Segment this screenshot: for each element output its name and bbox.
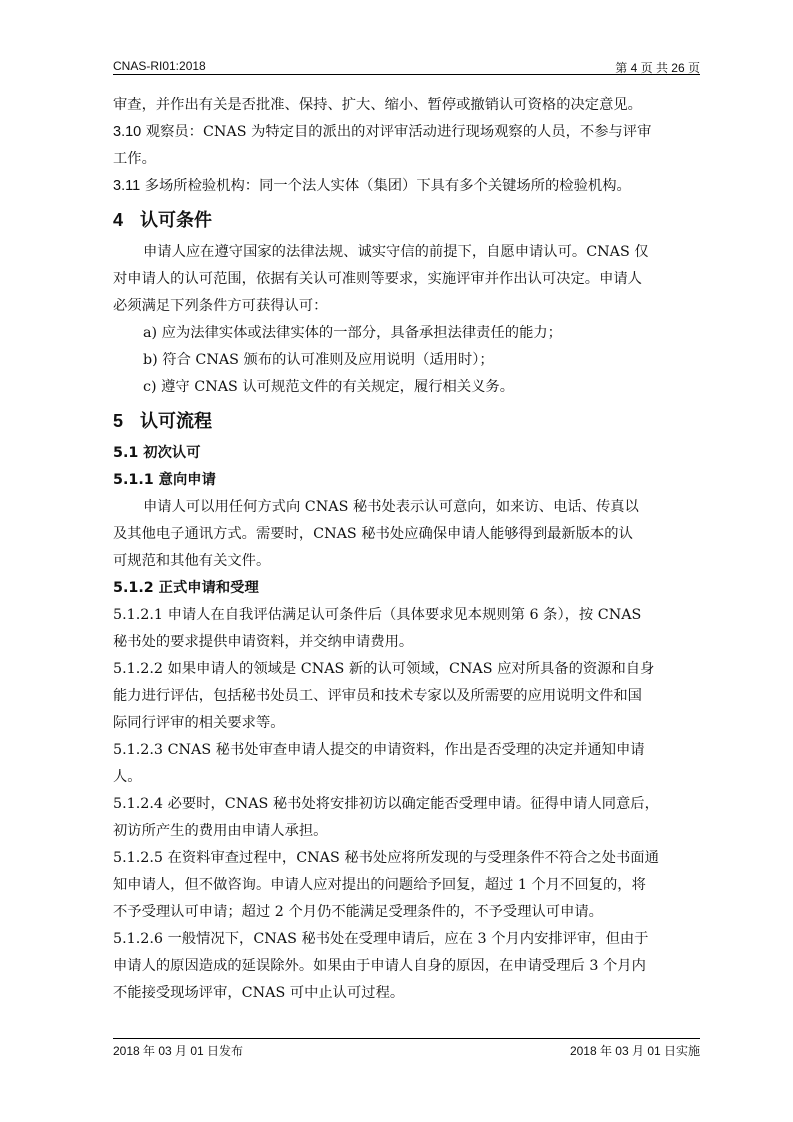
doc-code: CNAS-RI01:2018 (113, 59, 206, 73)
clause-5-1-2-5: 5.1.2.5 在资料审查过程中，CNAS 秘书处应将所发现的与受理条件不符合之处书面通 (113, 850, 659, 866)
document-body (113, 92, 701, 1007)
page-header (113, 57, 700, 75)
clause-text: 多场所检验机构：同一个法人实体（集团）下具有多个关键场所的检验机构。 (144, 178, 631, 194)
clause-5-1-2-1: 5.1.2.1 申请人在自我评估满足认可条件后（具体要求见本规则第 6 条），按 CNAS (113, 607, 642, 623)
clause-5-1-2-3: 5.1.2.3 CNAS 秘书处审查申请人提交的申请资料，作出是否受理的决定并通知申请 (113, 742, 645, 758)
paragraph-line: 申请人可以用任何方式向 CNAS 秘书处表示认可意向，如来访、电话、传真以 (143, 499, 639, 515)
publish-date: 2018 年 03 月 01 日发布 (113, 1044, 244, 1058)
paragraph-line: 申请人应在遵守国家的法律法规、诚实守信的前提下，自愿申请认可。CNAS 仅 (143, 244, 649, 260)
section-title: 认可流程 (140, 411, 212, 432)
subsection-heading-5-1-2: 5.1.2 正式申请和受理 (113, 580, 259, 596)
paragraph-line: 工作。 (113, 151, 156, 167)
clause-5-1-2-4: 5.1.2.4 必要时，CNAS 秘书处将安排初访以确定能否受理申请。征得申请人同意后， (113, 796, 659, 812)
paragraph-line: 秘书处的要求提供申请资料，并交纳申请费用。 (113, 634, 414, 650)
subsection-heading-5-1: 5.1 初次认可 (113, 445, 201, 461)
section-number: 5 (113, 411, 124, 431)
paragraph-line: 申请人的原因造成的延误除外。如果由于申请人自身的原因，在申请受理后 3 个月内 (113, 958, 646, 974)
section-heading-4 (113, 208, 701, 233)
clause-3-11 (113, 173, 701, 200)
paragraph-line: 必须满足下列条件方可获得认可： (113, 298, 328, 314)
clause-5-1-2-2: 5.1.2.2 如果申请人的领域是 CNAS 新的认可领域，CNAS 应对所具备的资源和自身 (113, 661, 655, 677)
header-rule (113, 74, 700, 75)
clause-number: 3.11 (113, 178, 141, 194)
paragraph-line: 不予受理认可申请；超过 2 个月仍不能满足受理条件的，不予受理认可申请。 (113, 904, 603, 920)
paragraph-line: 能力进行评估，包括秘书处员工、评审员和技术专家以及所需要的应用说明文件和国 (113, 688, 642, 704)
paragraph-line: 可规范和其他有关文件。 (113, 553, 271, 569)
effective-date: 2018 年 03 月 01 日实施 (569, 1044, 700, 1058)
paragraph-line: 对申请人的认可范围，依据有关认可准则等要求，实施评审并作出认可决定。申请人 (113, 271, 642, 287)
paragraph-line: 不能接受现场评审，CNAS 可中止认可过程。 (113, 985, 405, 1001)
list-item-b: b) 符合 CNAS 颁布的认可准则及应用说明（适用时）； (143, 352, 494, 368)
page-footer (113, 1042, 700, 1058)
list-item-a: a) 应为法律实体或法律实体的一部分，具备承担法律责任的能力； (143, 325, 562, 341)
paragraph-line: 知申请人，但不做咨询。申请人应对提出的问题给予回复，超过 1 个月不回复的，将 (113, 877, 646, 893)
section-number: 4 (113, 210, 124, 230)
subsection-heading-5-1-1: 5.1.1 意向申请 (113, 472, 216, 488)
section-title: 认可条件 (140, 210, 212, 231)
paragraph-line: 及其他电子通讯方式。需要时，CNAS 秘书处应确保申请人能够得到最新版本的认 (113, 526, 633, 542)
paragraph-line: 际同行评审的相关要求等。 (113, 715, 285, 731)
section-heading-5 (113, 409, 701, 434)
clause-number: 3.10 (113, 124, 142, 140)
paragraph-line: 初访所产生的费用由申请人承担。 (113, 823, 328, 839)
page-number: 第 4 页 共 26 页 (615, 61, 700, 75)
paragraph-line: 审查，并作出有关是否批准、保持、扩大、缩小、暂停或撤销认可资格的决定意见。 (113, 97, 642, 113)
list-item-c: c) 遵守 CNAS 认可规范文件的有关规定，履行相关义务。 (143, 379, 515, 395)
paragraph-line: 人。 (113, 769, 142, 785)
clause-5-1-2-6: 5.1.2.6 一般情况下，CNAS 秘书处在受理申请后，应在 3 个月内安排评审，但由于 (113, 931, 649, 947)
clause-text: 观察员：CNAS 为特定目的派出的对评审活动进行现场观察的人员，不参与评审 (145, 124, 652, 140)
footer-rule (113, 1038, 700, 1039)
clause-3-10 (113, 119, 701, 146)
